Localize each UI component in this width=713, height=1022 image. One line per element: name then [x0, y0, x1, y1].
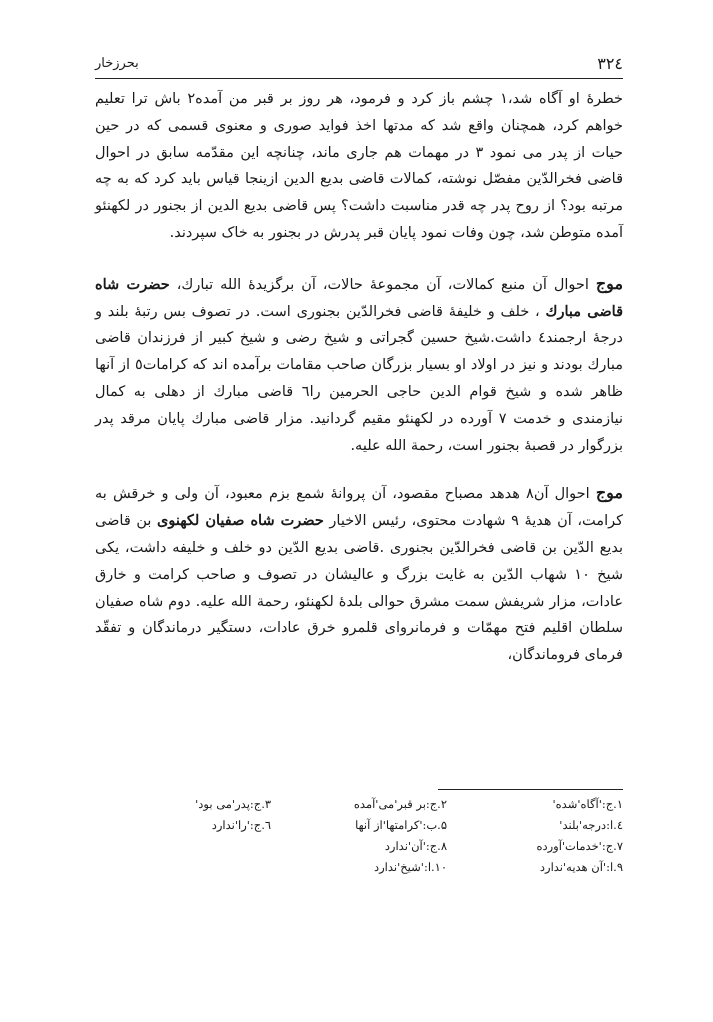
- footnote-row: [95, 797, 623, 818]
- section-marker: موج: [595, 273, 624, 293]
- page-number: ۳۲٤: [597, 54, 623, 73]
- footnote: ۷.ج:'خدمات'آورده: [536, 839, 623, 853]
- person-name: حضرت شاه صفیان لکهنوی: [157, 512, 324, 530]
- footnote-row: [95, 818, 623, 839]
- footnote: ۱۰.ا:'شیخ'ندارد: [373, 860, 448, 874]
- footnote-rule: [438, 789, 623, 790]
- footnote: ۳.ج:پدر'می بود': [195, 797, 272, 811]
- footnote-row: [95, 839, 623, 860]
- footnote: ۹.ا:'آن هدیه'ندارد: [539, 860, 623, 874]
- running-title: بحرزخار: [95, 56, 139, 71]
- footnote: ٦.ج:'را'ندارد: [211, 818, 272, 832]
- footnote: [95, 860, 271, 881]
- paragraph: خطرهٔ او آگاه شد،۱ چشم باز کرد و فرمود، هر روز بر قبر من آمده۲ باش ترا تعلیم خواهم کرد، همچنان واقع شد که مدتها اخذ فواید صوری و معنوی قسمی که در حین حیات از پدر می نمود ۳ در مهمات هم جاری ماند، چنانچه این مقدّمه سابق در احوال قاضی فخرالدّین مفصّل نوشته، کمالات قاضی بدیع الدین ازینجا قیاس باید کرد که به چه مرتبه بود؟ از روح پدر چه قدر مناسبت داشت؟ پس قاضی بدیع الدین از بجنور در لکهنئو آمده متوطن شد، چون وفات نمود پایان قبر پدرش در بجنور به خاک سپردند.: [95, 91, 624, 241]
- footnote-row: [95, 860, 623, 881]
- paragraph-intro: احوال آن منبع کمالات، آن مجموعهٔ حالات، آن برگزیدهٔ الله تبارك،: [176, 276, 589, 293]
- paragraph: [95, 480, 623, 669]
- footnotes: [95, 789, 623, 881]
- section-marker: موج: [595, 483, 623, 503]
- paragraph: [95, 271, 623, 460]
- footnote: ۸.ج:'آن'ندارد: [384, 839, 448, 853]
- footnote: ۱.ج:'آگاه'شده': [552, 797, 623, 811]
- footnote: [95, 839, 271, 860]
- footnote: ۲.ج:بر قبر'می'آمده: [353, 797, 448, 811]
- paragraph-body: بن قاضی بدیع الدّین بن قاضی فخرالدّین بجنوری .قاضی بدیع الدّین دو خلف و خلیفه داشت، یکی شیخ ۱۰ شهاب الدّین به غایت بزرگ و عالیشان در تصوف و صاحب کرامت و خارق عادات، مزار شریفش سمت مشرق حوالی بلدهٔ لکهنئو، رحمة الله علیه. دوم شاه صفیان سلطان اقلیم فتح مهمّات و فرمانروای قلمرو خرق عادات، دستگیر درماندگان و تفقّد فرمای فروماندگان،: [95, 513, 623, 664]
- paragraph-body: ، خلف و خلیفهٔ قاضی فخرالدّین بجنوری است. در تصوف بس رتبهٔ بلند و درجهٔ ارجمند٤ داشت.شیخ حسین گجراتی و شیخ رضی و شیخ کبیر از فرزندان قاضی مبارك بودند و نیز در اولاد او بسیار بزرگان صاحب مقامات برآمده اند که کرامات٥ از آنها ظاهر شده و شیخ قوام الدین حاجی الحرمین را٦ قاضی مبارك از دهلی به کمال نیازمندی و خدمت ۷ آورده در لکهنئو مقیم گردانید. مزار قاضی مبارك پایان مرقد پدر بزرگوار در قصبهٔ بجنور است، رحمة الله علیه.: [95, 303, 624, 454]
- footnote: ٤.ا:درجه'بلند': [559, 818, 623, 832]
- footnote: ۵.ب:'کرامتها'از آنها: [355, 818, 448, 832]
- page-header: [95, 52, 623, 79]
- main-text: [95, 86, 623, 690]
- paragraph-intro: احوال آن۸ هدهد مصباح مقصود، آن پروانهٔ شمع بزم معبود، آن ولی و خرقش به کرامت، آن هدیهٔ ۹ شهادت محتوی، رئیس الاخیار: [95, 486, 623, 530]
- person-name: حضرت شاه قاضی مبارك: [95, 275, 624, 320]
